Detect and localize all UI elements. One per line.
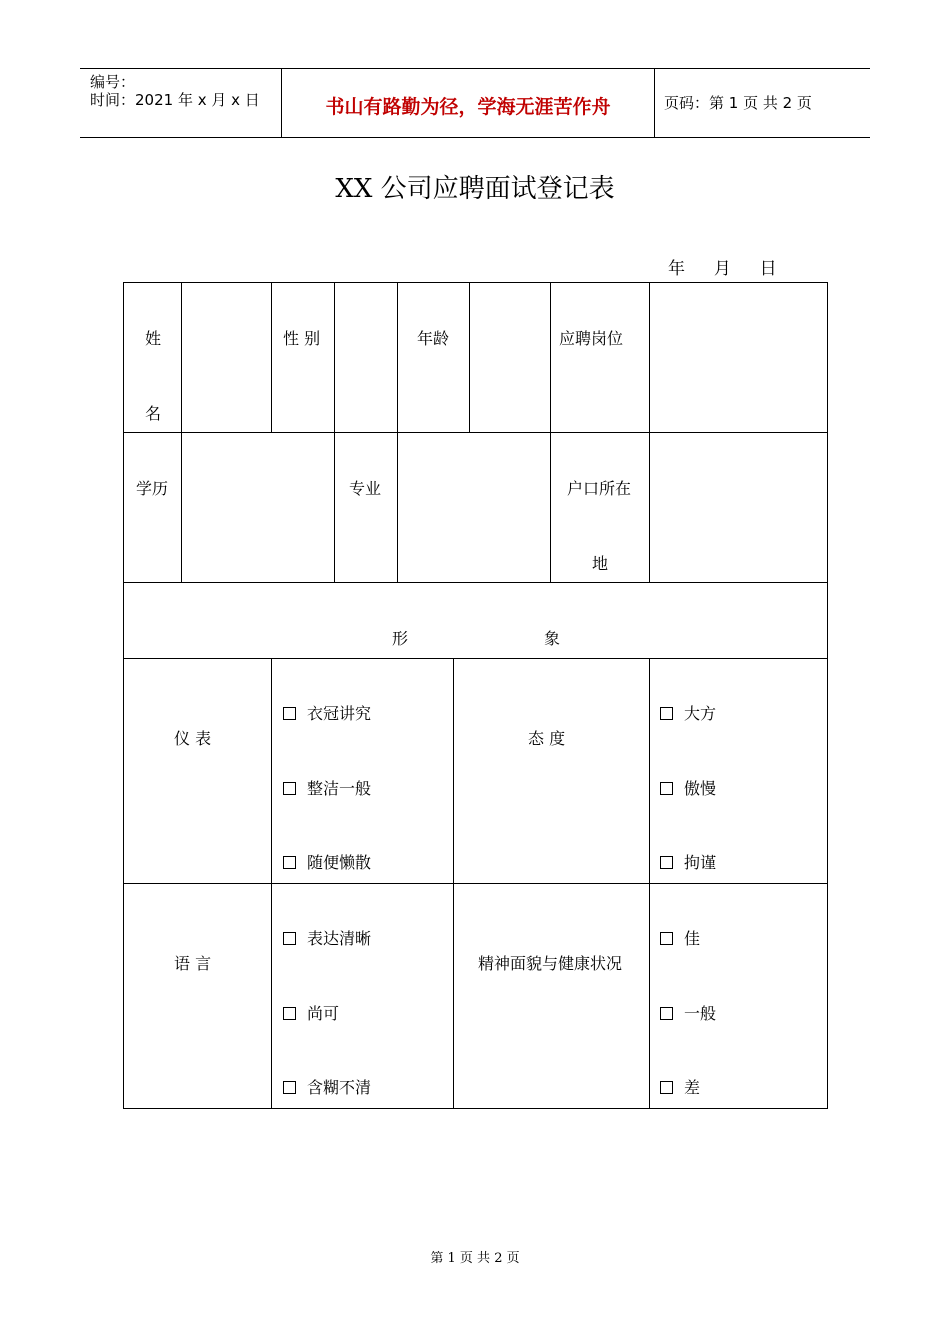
page-info: 页码：第 1 页 共 2 页 [664, 94, 812, 112]
attitude-option-1[interactable]: 大方 [660, 704, 716, 724]
header-meta-cell [80, 69, 282, 137]
section-char-1: 形 [392, 629, 409, 648]
language-option-2[interactable]: 尚可 [283, 1004, 339, 1024]
major-label-cell [334, 432, 398, 583]
language-label: 语 言 [174, 954, 212, 973]
name-label-cell [123, 282, 182, 433]
time-label: 时间：2021 年 x 月 x 日 [90, 91, 260, 109]
checkbox[interactable] [660, 782, 673, 795]
checkbox[interactable] [283, 707, 296, 720]
attitude-label: 态 度 [528, 729, 566, 748]
health-label-cell [453, 883, 650, 1109]
health-option-1[interactable]: 佳 [660, 929, 700, 949]
date-line [668, 254, 777, 279]
document-header [80, 68, 870, 138]
hukou-label-cell [550, 432, 650, 583]
appearance-option-2[interactable]: 整洁一般 [283, 779, 371, 799]
name-label-top: 姓 [145, 329, 162, 348]
checkbox[interactable] [660, 1081, 673, 1094]
health-label: 精神面貌与健康状况 [478, 954, 623, 973]
gender-label: 性 别 [283, 329, 321, 348]
header-page-cell [655, 69, 870, 137]
page-footer: 第 1 页 共 2 页 [430, 1251, 520, 1266]
attitude-option-2[interactable]: 傲慢 [660, 779, 716, 799]
image-section-header [123, 582, 828, 659]
health-option-2[interactable]: 一般 [660, 1004, 716, 1024]
appearance-option-1[interactable]: 衣冠讲究 [283, 704, 371, 724]
education-label-cell [123, 432, 182, 583]
age-label-cell [397, 282, 470, 433]
header-motto-cell [282, 69, 655, 137]
name-label-bottom: 名 [145, 404, 162, 423]
language-option-1[interactable]: 表达清晰 [283, 929, 371, 949]
appearance-label-cell [123, 658, 272, 884]
code-label: 编号： [90, 73, 136, 91]
checkbox[interactable] [283, 932, 296, 945]
position-input-cell[interactable] [649, 282, 828, 433]
appearance-options-cell [271, 658, 454, 884]
education-label: 学历 [136, 479, 169, 498]
language-option-3[interactable]: 含糊不清 [283, 1078, 371, 1098]
language-label-cell [123, 883, 272, 1109]
date-day: 日 [759, 259, 777, 279]
checkbox[interactable] [660, 1007, 673, 1020]
attitude-options-cell [649, 658, 828, 884]
form-title: XX 公司应聘面试登记表 [335, 174, 615, 204]
checkbox[interactable] [660, 856, 673, 869]
checkbox[interactable] [660, 707, 673, 720]
checkbox[interactable] [283, 782, 296, 795]
age-label: 年龄 [417, 329, 450, 348]
date-year: 年 [668, 259, 685, 279]
hukou-input-cell[interactable] [649, 432, 828, 583]
hukou-label-bottom: 地 [592, 554, 609, 573]
appearance-label: 仪 表 [174, 729, 212, 748]
gender-label-cell [271, 282, 335, 433]
position-label-cell [550, 282, 650, 433]
health-option-3[interactable]: 差 [660, 1078, 700, 1098]
checkbox[interactable] [660, 932, 673, 945]
position-label: 应聘岗位 [559, 329, 624, 348]
appearance-option-3[interactable]: 随便懒散 [283, 853, 371, 873]
date-month: 月 [713, 259, 731, 279]
name-input-cell[interactable] [181, 282, 272, 433]
language-options-cell [271, 883, 454, 1109]
attitude-option-3[interactable]: 拘谨 [660, 853, 716, 873]
attitude-label-cell [453, 658, 650, 884]
motto-text: 书山有路勤为径，学海无涯苦作舟 [325, 96, 611, 118]
major-input-cell[interactable] [397, 432, 551, 583]
education-input-cell[interactable] [181, 432, 335, 583]
checkbox[interactable] [283, 856, 296, 869]
gender-input-cell[interactable] [334, 282, 398, 433]
checkbox[interactable] [283, 1081, 296, 1094]
hukou-label-top: 户口所在 [567, 479, 632, 498]
health-options-cell [649, 883, 828, 1109]
checkbox[interactable] [283, 1007, 296, 1020]
age-input-cell[interactable] [469, 282, 551, 433]
section-char-2: 象 [544, 629, 561, 648]
major-label: 专业 [349, 479, 382, 498]
